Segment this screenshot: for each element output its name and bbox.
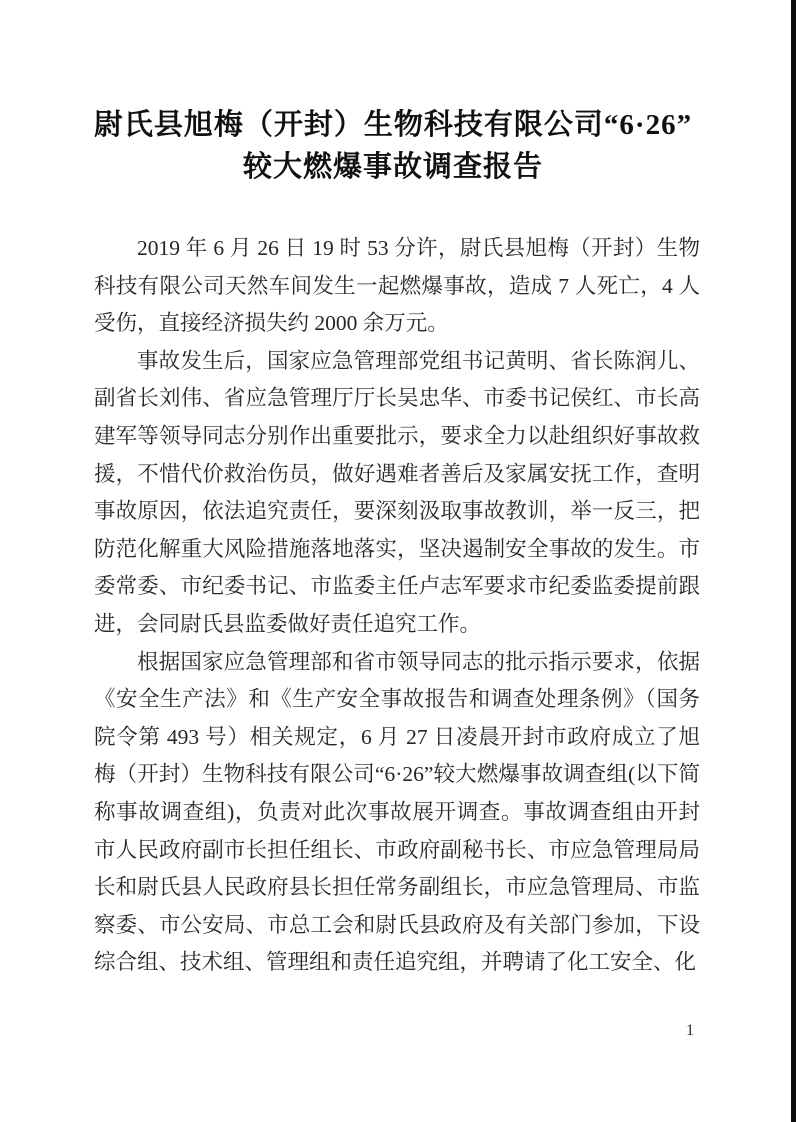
page-number: 1 bbox=[686, 1022, 694, 1039]
report-title-line-1: 尉氏县旭梅（开封）生物科技有限公司“6·26” bbox=[93, 109, 693, 141]
paragraph-accident-overview: 2019 年 6 月 26 日 19 时 53 分许，尉氏县旭梅（开封）生物科技有限公司天然车间发生一起燃爆事故，造成 7 人死亡，4 人受伤，直接经济损失约 2000 余万元。 bbox=[94, 236, 700, 336]
report-body bbox=[94, 230, 700, 982]
paragraph-investigation-team: 根据国家应急管理部和省市领导同志的批示指示要求，依据《安全生产法》和《生产安全事故报告和调查处理条例》（国务院令第 493 号）相关规定，6 月 27 日凌晨开封市政府成立了旭梅（开封）生物科技有限公司“6·26”较大燃爆事故调查组(以下简称事故调查组)，负责对此次事故展开调查。事故调查组由开封市人民政府副市长担任组长、市政府副秘书长、市应急管理局局长和尉氏县人民政府县长担任常务副组长，市应急管理局、市监察委、市公安局、市总工会和尉氏县政府及有关部门参加，下设综合组、技术组、管理组和责任追究组，并聘请了化工安全、化 bbox=[94, 649, 700, 975]
scan-edge-strip bbox=[791, 0, 796, 1122]
paragraph-leadership-instructions: 事故发生后，国家应急管理部党组书记黄明、省长陈润儿、副省长刘伟、省应急管理厅厅长吴忠华、市委书记侯红、市长高建军等领导同志分别作出重要批示，要求全力以赴组织好事故救援，不惜代价救治伤员，做好遇难者善后及家属安抚工作，查明事故原因，依法追究责任，要深刻汲取事故教训，举一反三，把防范化解重大风险措施落地落实，坚决遏制安全事故的发生。市委常委、市纪委书记、市监委主任卢志军要求市纪委监委提前跟进，会同尉氏县监委做好责任追究工作。 bbox=[94, 348, 700, 636]
report-title-line-2: 较大燃爆事故调查报告 bbox=[242, 151, 543, 183]
report-title bbox=[30, 104, 756, 188]
